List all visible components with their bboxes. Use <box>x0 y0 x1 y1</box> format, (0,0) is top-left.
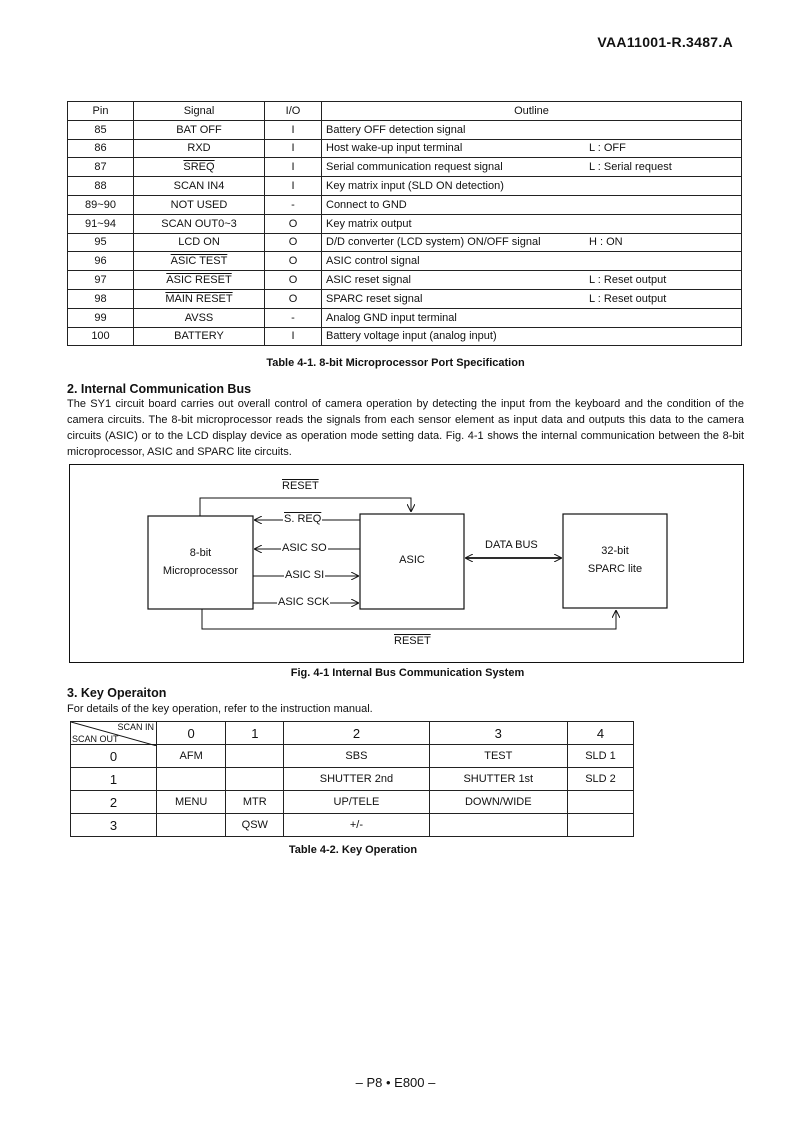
asic-sck-label: ASIC SCK <box>278 596 330 608</box>
key-table-header <box>71 722 634 745</box>
pin-row <box>68 252 742 271</box>
asic-si-label: ASIC SI <box>285 569 325 581</box>
data-bus-label: DATA BUS <box>485 539 538 551</box>
key-cell: QSW <box>226 814 284 837</box>
pin-row <box>68 120 742 139</box>
pin-signal <box>134 271 265 290</box>
key-table-body <box>71 745 634 837</box>
pin-number: 86 <box>68 139 134 158</box>
pin-outline <box>322 289 742 308</box>
pin-number: 87 <box>68 158 134 177</box>
header-outline: Outline <box>322 102 742 121</box>
pin-outline-text: Analog GND input terminal <box>326 311 457 324</box>
pin-row <box>68 327 742 346</box>
pin-outline-note <box>589 199 737 211</box>
key-cell: SBS <box>284 745 429 768</box>
corner-scan-out: SCAN OUT <box>72 734 119 744</box>
pin-outline-text: Key matrix input (SLD ON detection) <box>326 180 504 193</box>
pin-signal <box>134 158 265 177</box>
sparc-label <box>563 542 667 578</box>
pin-signal-text: NOT USED <box>170 198 228 211</box>
pin-signal-text: SREQ <box>183 161 215 174</box>
key-cell: MENU <box>157 791 226 814</box>
pin-outline-note <box>589 255 737 267</box>
key-cell: UP/TELE <box>284 791 429 814</box>
pin-outline <box>322 195 742 214</box>
scan-in-column-header: 1 <box>226 722 284 745</box>
pin-outline-text: Battery OFF detection signal <box>326 123 466 136</box>
header-pin: Pin <box>68 102 134 121</box>
pin-io: - <box>265 195 322 214</box>
pin-io: I <box>265 177 322 196</box>
scan-out-row-header: 1 <box>71 768 157 791</box>
pin-signal <box>134 252 265 271</box>
header-signal: Signal <box>134 102 265 121</box>
pin-signal <box>134 120 265 139</box>
pin-row <box>68 195 742 214</box>
key-cell: SLD 2 <box>568 768 634 791</box>
pin-signal <box>134 177 265 196</box>
key-cell <box>157 814 226 837</box>
key-cell: SHUTTER 1st <box>429 768 567 791</box>
pin-signal <box>134 327 265 346</box>
key-cell: MTR <box>226 791 284 814</box>
key-cell: DOWN/WIDE <box>429 791 567 814</box>
section2-paragraph: The SY1 circuit board carries out overall control of camera operation by detecting the input from the keyboard and the condition of the camera circuits. The 8-bit microprocessor reads the signals from each sensor element as input data and outputs this data to the camera circuits (ASIC) or to the LCD display device as operation mode setting data. Fig. 4-1 shows the internal communication between the 8-bit microprocessor, ASIC and SPARC lite circuits. <box>67 398 744 458</box>
pin-outline-text: Host wake-up input terminal <box>326 142 463 155</box>
page-footer: – P8 • E800 – <box>355 1075 436 1090</box>
pin-signal <box>134 139 265 158</box>
pin-row <box>68 233 742 252</box>
pin-number: 95 <box>68 233 134 252</box>
asic-so-label: ASIC SO <box>282 542 327 554</box>
key-cell: +/- <box>284 814 429 837</box>
scan-out-row-header: 0 <box>71 745 157 768</box>
pin-io: I <box>265 139 322 158</box>
pin-outline-text: Connect to GND <box>326 198 407 211</box>
key-row <box>71 745 634 768</box>
pin-signal-text: MAIN RESET <box>165 292 233 305</box>
pin-number: 91~94 <box>68 214 134 233</box>
pin-signal-text: ASIC RESET <box>166 274 232 287</box>
header-io: I/O <box>265 102 322 121</box>
pin-spec-table <box>67 101 742 346</box>
micro-label-line2: Microprocessor <box>162 565 239 577</box>
pin-outline-note <box>589 330 737 342</box>
pin-outline <box>322 120 742 139</box>
pin-outline-text: ASIC control signal <box>326 255 420 268</box>
pin-signal <box>134 214 265 233</box>
pin-outline-text: D/D converter (LCD system) ON/OFF signal <box>326 236 541 249</box>
key-cell: TEST <box>429 745 567 768</box>
key-table-corner <box>71 722 157 745</box>
pin-signal-text: AVSS <box>184 311 214 324</box>
pin-outline <box>322 158 742 177</box>
scan-in-column-header: 2 <box>284 722 429 745</box>
pin-io: O <box>265 214 322 233</box>
pin-row <box>68 158 742 177</box>
pin-signal <box>134 233 265 252</box>
pin-signal-text: LCD ON <box>178 236 220 249</box>
pin-io: O <box>265 233 322 252</box>
key-cell <box>226 745 284 768</box>
key-operation-table <box>70 721 634 837</box>
pin-outline <box>322 177 742 196</box>
pin-outline-note: L : Serial request <box>589 161 672 174</box>
sreq-label <box>283 513 322 525</box>
pin-outline-note: L : OFF <box>589 142 626 155</box>
sparc-label-line2: SPARC lite <box>587 563 643 575</box>
pin-outline-note: L : Reset output <box>589 292 667 305</box>
sparc-label-line1: 32-bit <box>601 545 629 557</box>
key-cell <box>568 814 634 837</box>
pin-outline-text: Key matrix output <box>326 217 412 230</box>
pin-outline-text: ASIC reset signal <box>326 274 411 287</box>
pin-io: - <box>265 308 322 327</box>
pin-number: 88 <box>68 177 134 196</box>
pin-io: I <box>265 327 322 346</box>
pin-outline-note: L : Reset output <box>589 274 667 287</box>
pin-io: I <box>265 120 322 139</box>
scan-in-column-header: 4 <box>568 722 634 745</box>
pin-number: 100 <box>68 327 134 346</box>
sreq-label-text: S. REQ <box>284 513 322 525</box>
asic-label: ASIC <box>399 554 425 566</box>
pin-signal <box>134 195 265 214</box>
reset-bottom-label: RESET <box>394 635 431 647</box>
pin-outline-note <box>589 218 737 230</box>
pin-number: 98 <box>68 289 134 308</box>
pin-outline <box>322 233 742 252</box>
key-row <box>71 814 634 837</box>
key-cell: AFM <box>157 745 226 768</box>
key-cell: SLD 1 <box>568 745 634 768</box>
pin-outline <box>322 271 742 290</box>
pin-outline <box>322 214 742 233</box>
pin-signal-text: SCAN IN4 <box>173 180 225 193</box>
pin-signal <box>134 308 265 327</box>
pin-outline <box>322 327 742 346</box>
key-row <box>71 768 634 791</box>
scan-out-row-header: 3 <box>71 814 157 837</box>
pin-outline-note: H : ON <box>589 236 623 249</box>
scan-in-column-header: 0 <box>157 722 226 745</box>
pin-number: 99 <box>68 308 134 327</box>
document-id: VAA11001-R.3487.A <box>597 34 733 50</box>
section3-paragraph: For details of the key operation, refer to the instruction manual. <box>67 703 373 715</box>
fig-caption: Fig. 4-1 Internal Bus Communication System <box>290 667 525 679</box>
pin-table-header <box>68 102 742 121</box>
scan-in-column-header: 3 <box>429 722 567 745</box>
pin-signal-text: RXD <box>187 142 211 155</box>
pin-row <box>68 308 742 327</box>
key-cell: SHUTTER 2nd <box>284 768 429 791</box>
pin-table-body <box>68 120 742 346</box>
pin-row <box>68 214 742 233</box>
pin-number: 89~90 <box>68 195 134 214</box>
key-cell <box>226 768 284 791</box>
pin-outline-note <box>589 180 737 192</box>
pin-signal-text: BATTERY <box>174 330 224 343</box>
key-row <box>71 791 634 814</box>
pin-number: 96 <box>68 252 134 271</box>
key-cell <box>157 768 226 791</box>
micro-label-line1: 8-bit <box>189 547 212 559</box>
reset-bottom-line <box>202 609 616 629</box>
pin-outline <box>322 308 742 327</box>
key-cell <box>568 791 634 814</box>
reset-top-label: RESET <box>282 480 319 492</box>
corner-scan-in: SCAN IN <box>117 722 154 732</box>
pin-outline-note <box>589 124 737 136</box>
pin-signal-text: SCAN OUT0~3 <box>161 217 237 230</box>
pin-row <box>68 271 742 290</box>
section3-heading: 3. Key Operaiton <box>67 686 167 700</box>
section2-heading: 2. Internal Communication Bus <box>67 382 252 396</box>
bus-diagram <box>69 464 744 663</box>
pin-io: O <box>265 252 322 271</box>
pin-io: I <box>265 158 322 177</box>
pin-io: O <box>265 271 322 290</box>
pin-outline-note <box>589 312 737 324</box>
pin-signal-text: ASIC TEST <box>170 255 228 268</box>
pin-outline-text: Battery voltage input (analog input) <box>326 330 497 343</box>
pin-number: 97 <box>68 271 134 290</box>
key-cell <box>429 814 567 837</box>
pin-row <box>68 289 742 308</box>
pin-row <box>68 177 742 196</box>
pin-outline-text: Serial communication request signal <box>326 161 503 174</box>
pin-signal <box>134 289 265 308</box>
pin-outline <box>322 252 742 271</box>
pin-row <box>68 139 742 158</box>
scan-out-row-header: 2 <box>71 791 157 814</box>
pin-signal-text: BAT OFF <box>176 123 222 136</box>
table2-caption: Table 4-2. Key Operation <box>288 844 418 856</box>
pin-io: O <box>265 289 322 308</box>
pin-outline-text: SPARC reset signal <box>326 292 423 305</box>
table1-caption: Table 4-1. 8-bit Microprocessor Port Specification <box>266 357 525 369</box>
micro-label <box>148 544 253 580</box>
pin-number: 85 <box>68 120 134 139</box>
pin-outline <box>322 139 742 158</box>
